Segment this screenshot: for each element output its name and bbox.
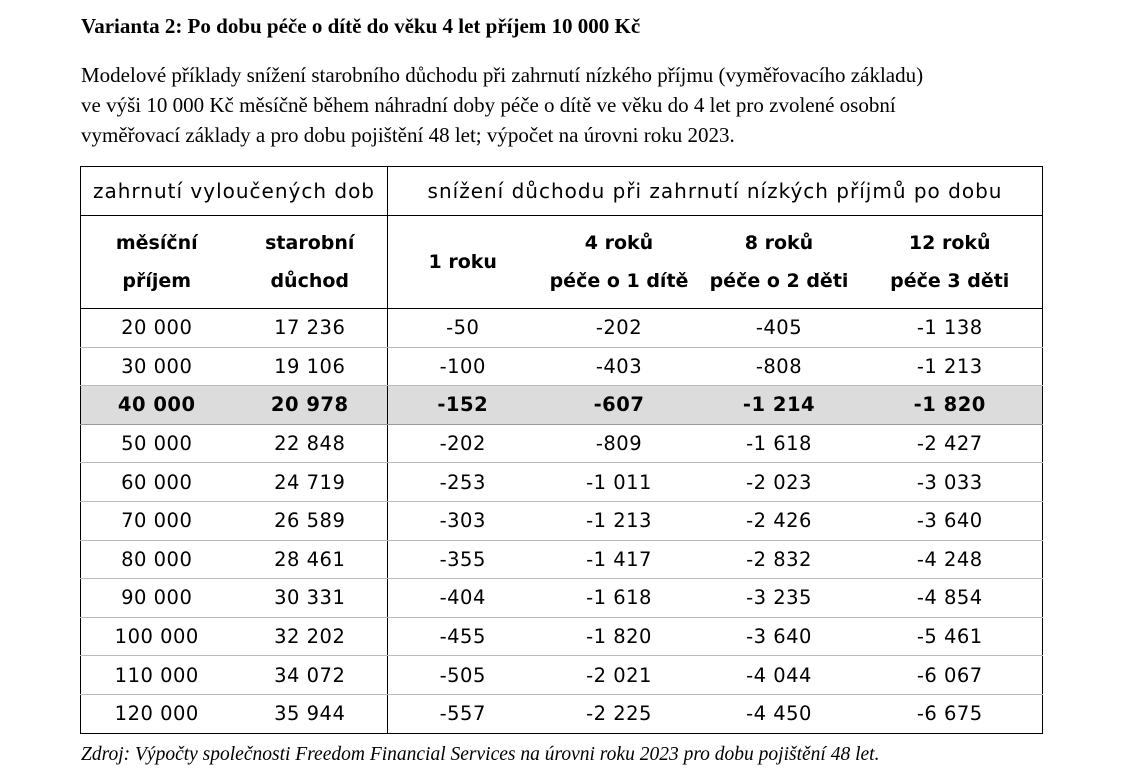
cell-reduction-4-years: -2 225 [538, 694, 701, 733]
cell-reduction-8-years: -1 618 [701, 424, 858, 463]
source-note: Zdroj: Výpočty společnosti Freedom Financial Services na úrovni roku 2023 pro dobu pojištění 48 let. [81, 744, 880, 765]
table-row [81, 617, 1043, 656]
table-row [81, 386, 1043, 425]
cell-monthly-income: 110 000 [81, 656, 233, 695]
cell-reduction-8-years: -2 023 [701, 463, 858, 502]
cell-monthly-income: 80 000 [81, 540, 233, 579]
table-row [81, 694, 1043, 733]
cell-reduction-8-years: -405 [701, 309, 858, 348]
cell-reduction-4-years: -1 213 [538, 501, 701, 540]
pension-reduction-table [80, 166, 1043, 734]
cell-reduction-4-years: -1 011 [538, 463, 701, 502]
cell-monthly-income: 100 000 [81, 617, 233, 656]
cell-reduction-8-years: -3 235 [701, 579, 858, 618]
cell-reduction-8-years: -3 640 [701, 617, 858, 656]
cell-reduction-12-years: -2 427 [858, 424, 1043, 463]
cell-reduction-12-years: -3 640 [858, 501, 1043, 540]
table-row [81, 579, 1043, 618]
cell-reduction-1-year: -303 [388, 501, 538, 540]
cell-monthly-income: 40 000 [81, 386, 233, 425]
cell-reduction-12-years: -5 461 [858, 617, 1043, 656]
cell-reduction-4-years: -1 618 [538, 579, 701, 618]
column-header-monthly-income: měsíční příjem [81, 216, 233, 309]
cell-old-age-pension: 34 072 [233, 656, 388, 695]
cell-old-age-pension: 22 848 [233, 424, 388, 463]
cell-old-age-pension: 30 331 [233, 579, 388, 618]
cell-reduction-12-years: -4 248 [858, 540, 1043, 579]
cell-reduction-4-years: -403 [538, 347, 701, 386]
column-header-4-years: 4 roků péče o 1 dítě [538, 216, 701, 309]
cell-old-age-pension: 35 944 [233, 694, 388, 733]
group-header-pension-reduction: snížení důchodu při zahrnutí nízkých příjmů po dobu [388, 167, 1043, 216]
cell-old-age-pension: 32 202 [233, 617, 388, 656]
cell-reduction-12-years: -1 138 [858, 309, 1043, 348]
cell-reduction-1-year: -455 [388, 617, 538, 656]
column-header-old-age-pension: starobní důchod [233, 216, 388, 309]
cell-monthly-income: 20 000 [81, 309, 233, 348]
cell-monthly-income: 30 000 [81, 347, 233, 386]
cell-reduction-8-years: -2 426 [701, 501, 858, 540]
cell-reduction-1-year: -152 [388, 386, 538, 425]
table-row [81, 309, 1043, 348]
cell-reduction-1-year: -505 [388, 656, 538, 695]
column-header-8-years: 8 roků péče o 2 děti [701, 216, 858, 309]
cell-reduction-1-year: -355 [388, 540, 538, 579]
table-body [81, 309, 1043, 734]
cell-old-age-pension: 20 978 [233, 386, 388, 425]
cell-monthly-income: 50 000 [81, 424, 233, 463]
table-row [81, 347, 1043, 386]
cell-reduction-8-years: -4 044 [701, 656, 858, 695]
cell-reduction-4-years: -202 [538, 309, 701, 348]
cell-reduction-12-years: -1 213 [858, 347, 1043, 386]
cell-reduction-1-year: -100 [388, 347, 538, 386]
cell-reduction-4-years: -1 820 [538, 617, 701, 656]
cell-reduction-1-year: -404 [388, 579, 538, 618]
cell-old-age-pension: 24 719 [233, 463, 388, 502]
table-row [81, 540, 1043, 579]
cell-reduction-12-years: -3 033 [858, 463, 1043, 502]
column-header-1-year: 1 roku [388, 216, 538, 309]
cell-reduction-8-years: -2 832 [701, 540, 858, 579]
cell-reduction-8-years: -4 450 [701, 694, 858, 733]
table-row [81, 656, 1043, 695]
table-row [81, 463, 1043, 502]
table-row [81, 424, 1043, 463]
intro-line: vyměřovací základy a pro dobu pojištění 48 let; výpočet na úrovni roku 2023. [81, 123, 735, 147]
cell-reduction-4-years: -2 021 [538, 656, 701, 695]
cell-reduction-1-year: -253 [388, 463, 538, 502]
cell-reduction-8-years: -1 214 [701, 386, 858, 425]
cell-reduction-1-year: -557 [388, 694, 538, 733]
cell-monthly-income: 60 000 [81, 463, 233, 502]
group-header-excluded-periods: zahrnutí vyloučených dob [81, 167, 388, 216]
intro-paragraph [81, 60, 1061, 150]
cell-reduction-12-years: -4 854 [858, 579, 1043, 618]
cell-reduction-4-years: -607 [538, 386, 701, 425]
cell-reduction-4-years: -1 417 [538, 540, 701, 579]
cell-old-age-pension: 19 106 [233, 347, 388, 386]
cell-reduction-12-years: -6 675 [858, 694, 1043, 733]
document-title: Varianta 2: Po dobu péče o dítě do věku 4 let příjem 10 000 Kč [81, 14, 641, 38]
cell-reduction-1-year: -50 [388, 309, 538, 348]
table-row [81, 501, 1043, 540]
cell-old-age-pension: 28 461 [233, 540, 388, 579]
cell-old-age-pension: 17 236 [233, 309, 388, 348]
intro-line: ve výši 10 000 Kč měsíčně během náhradní doby péče o dítě ve věku do 4 let pro zvolené osobní [81, 93, 896, 117]
cell-reduction-12-years: -6 067 [858, 656, 1043, 695]
cell-reduction-8-years: -808 [701, 347, 858, 386]
cell-monthly-income: 120 000 [81, 694, 233, 733]
cell-monthly-income: 90 000 [81, 579, 233, 618]
cell-reduction-4-years: -809 [538, 424, 701, 463]
intro-line: Modelové příklady snížení starobního důchodu při zahrnutí nízkého příjmu (vyměřovacího základu) [81, 63, 924, 87]
column-header-12-years: 12 roků péče 3 děti [858, 216, 1043, 309]
cell-monthly-income: 70 000 [81, 501, 233, 540]
cell-old-age-pension: 26 589 [233, 501, 388, 540]
cell-reduction-1-year: -202 [388, 424, 538, 463]
cell-reduction-12-years: -1 820 [858, 386, 1043, 425]
